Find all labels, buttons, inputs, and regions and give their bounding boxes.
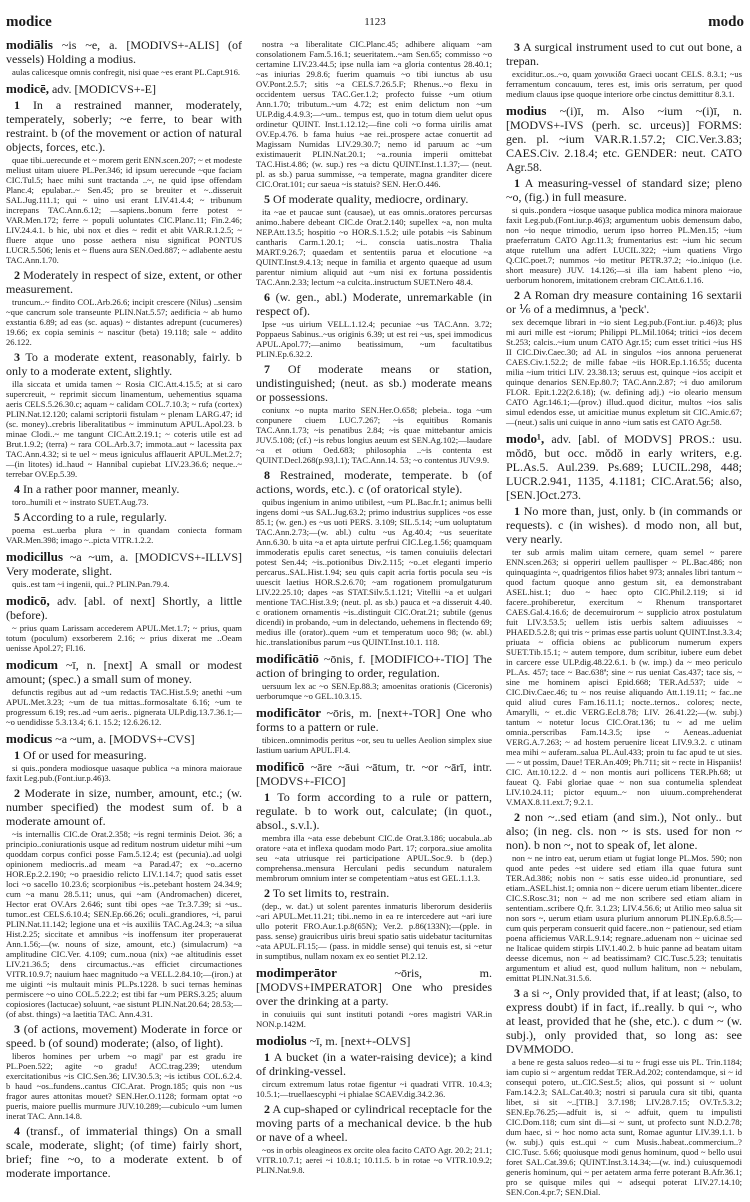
- sense-text: (transf., of immaterial things) On a small scale, moderate, slight; (of time) fairly short, brief; fine ~o, to a moderate extent. b of moderate importance.: [6, 1124, 242, 1180]
- sense-definition: [6, 748, 242, 762]
- entry-head: [256, 1034, 492, 1048]
- sense-text: A cup-shaped or cylindrical receptacle for the moving parts of a mechanical device. b the hub or nave of a wheel.: [256, 1102, 492, 1144]
- sense-number: 4: [14, 482, 20, 496]
- citation-block: illa siccata et umida tamen ~ Rosia CIC.Att.4.15.5; at si caro supercreuit, ~ reprimit siccum linamentum, uehementius squama aeris CELS.5.26.30.c; aquam ~ calidam COL.7.10.3; ~ rufa (cortex) PLIN.Nat.12.120; calami scriptorii fistulam ~ plenam LARG.47; id (sc. money)..crebris liberalitatibus ~ imminutum APUL.Apol.23. b minae Clodi..~ me tangunt CIC.Att.2.19.1; ~ coteris utile est ad Brut.1.9.2; (terra) ~ rara COL.Arb.3.7; immota..aut ~ lacessita pax TAC.Ann.4.32; si te uel ~ meus igniculus afflauerit APUL.Met.2.7;—(in litotes) id..haud ~ Hannibal cupiebat LIV.23.36.6; neque..~ terrebar OV.Ep.5.39.: [6, 379, 242, 479]
- citation-block: uersuum lex ac ~o SEN.Ep.88.3; amoenitas orationis (Ciceronis) uerborumque ~o GEL.10.3.15.: [256, 681, 492, 701]
- headword: modo¹,: [506, 431, 545, 446]
- entry-head: [256, 966, 492, 1008]
- sense-text: (of actions, movement) Moderate in force or speed. b (of sound) moderate; (also, of light).: [6, 1022, 243, 1050]
- sense-text: To set limits to, restrain.: [272, 886, 390, 900]
- sense-number: 3: [14, 1022, 20, 1036]
- citation-block: si quis..pondera modiosque uasaque publica ~a minora maioraue faxit Leg.pub.(Font.iur.p.46)3.: [6, 763, 242, 783]
- sense-definition: [6, 510, 242, 524]
- citation-block: coniunx ~o nupta marito SEN.Her.O.658; plebeia.. toga ~um conpunere ciuem LUC.7.267; ~is equitibus Romanis TAC.Ann.1.73; ~is penatibus 2.84; ~is quae mittebantur amicis JUV.5.108; (cf.) ~is rebus longius aeuum est SEN.Ag.102;—laudare ~a et otium Oed.683; philosophia ..~is contenta est QUINT.Decl.268(p.93,l.1); TAC.Ann.14. 53; ~o contentus JUV.9.9.: [256, 405, 492, 465]
- sense-text: Moderately in respect of size, extent, or other measurement.: [6, 268, 242, 296]
- sense-text: In a restrained manner, moderately, temperately, soberly; ~e ferre, to bear with restraint. b (of the movement or action of natural objects, forces, etc.).: [6, 98, 242, 154]
- sense-number: 3: [514, 986, 520, 1000]
- entry-definition-head: ~a ~um, a. [MODICVS+-ILLVS] Very moderate, slight.: [6, 550, 243, 578]
- dictionary-entry: [6, 550, 242, 589]
- citation-block: ~is internallis CIC.de Orat.2.358; ~is regni terminis Deiot. 36; a principio..coniurationis usque ad reditum nostrum uidetur mihi ~um quoddam corpus confici posse Fam.5.12.4; est (pecunia)..ad uolgi opinionem mediocris..ad meam ~a Parad.47; ex ~o..acerno HOR.Ep.2.2.190; ~o praesidio relicto LIV.1.14.7; quod satis esset loci ~o sacello 10.23.6; scorpionibus ~is..petebant hostem 24.34.9; cum ~a manu 28.5.11; unus, qui ~am (Andromachen) diceret, Hector erat OV.Ars 2.646; sunt tibi opes ~ae Tr.3.7.39; si ~us.. tumor..est CELS.6.10.4; SEN.Ep.66.26; oculi..grandiores, ~i, parui PLIN.Nat.11.142; legione una et ~is auxiliis TAC.Ag.24.3; ~a silua Hist.2.25; siccitate et amnibus ~is inoffensum iter properauerat Ann.1.56;—(w. nouns of size, amount, etc.) (simulacrum) ~a amplitudine CIC.Ver. 4.109; cum..noua (nix) ~ae altitudinis esset LIV.21.36.5; dens circumactus..~as efficiet circumactiones VITR.10.9.7; nauium haec magnitudo ~a VELL.2.84.10;—(iron.) at me uiginti ~is multauit minis PL.Ps.1228. b suci ternas heminas permiscere ~o uino COL.5.22.2; est tibi far ~um PERS.3.25; aluum copiosiores (lactucae) soluunt, ~ae sistunt PLIN.Nat.20.64; 28.53;—(of abst. things) ~a laetitia TAC. Ann.4.31.: [6, 829, 242, 1019]
- citation-block: si quis..pondera ~iosque uasaque publica modica minora maioraue faxit Leg.pub.(Font.iur.p.46)3; argumentum uobis demensum dabo, non ~io neque trimodio, uerum ipso horreo PL.Men.15; ~ium praeferratum CATO Agr.11.3; frumentarius est: ~ium hic secum atque rutellum una adfert LUCIL.322; ~ium quatiens Virgo Q.CIC.poet.7; nummos ~io metitur PETR.37.2; ~io..iniquo (i.e. short measure) JUV. 14.126;—si illa iam habent pleno ~io, uerborum honorem, imitationem crebram CIC.Att.6.1.16.: [506, 205, 742, 285]
- sense-definition: [256, 886, 492, 900]
- sense-definition: [6, 1022, 242, 1050]
- sense-definition: [6, 350, 242, 378]
- sense-definition: [256, 1102, 492, 1144]
- sense-definition: [256, 192, 492, 206]
- dictionary-entry: [256, 1034, 492, 1175]
- citation-block: tibicen..omnimodis peritus ~or, seu tu uelles Aeolion simplex siue Iastium uarium APUL.Fl.4.: [256, 735, 492, 755]
- sense-number: 2: [514, 288, 520, 302]
- sense-definition: [256, 1050, 492, 1078]
- sense-number: 4: [14, 1124, 20, 1138]
- sense-definition: [6, 268, 242, 296]
- entry-definition-head: ~ōris, m. [next+-TOR] One who forms to a pattern or rule.: [256, 706, 492, 734]
- sense-number: 2: [264, 886, 270, 900]
- sense-text: To a moderate extent, reasonably, fairly. b only to a moderate extent, slightly.: [6, 350, 242, 378]
- entry-head: [506, 104, 742, 174]
- citation-block: quibus ingenium in animo utibilest, ~um PL.Bac.fr.1; animus belli ingens domi ~us SAL.Jug.63.2; primo industrius supplices ~os esse 85.1; (w. gen.) es ~us uoti PERS. 3.109; SIL.5.14; ~um uoluptatum TAC.Ann.2.73;—(w. abl.) cultu ~us Ag.40.4; ~us seueritate Ann.6.30. b uita ~a et apta uirtute perfrui CIC.Leg.1.56; quamquam immoderatis epulis caret senectus, ~is tamen conuiuiis delectari potest Sen.44; ~is..potionibus Div.2.115; ~o..et eleganti imperio percarus..SAL.Hist.1.94; seu quis capit acria fortis pocula seu ~is uuescit laetius HOR.S.2.6.70; ~am rogationem promulgaturum LIV.22.25.10; dapes ~as STAT.Silv.5.1.121; Vitellii ~a et uulgari mentione TAC.Hist.3.9; (neut. pl. as sb.) pauca et ~a disseruit 4.40. c orationem ornamentis ~is..distinguit CIC.Orat.21; subtile (genus dicendi) in probando, ~um in delectando, uehemens in flectendo 69; medius ille (orator)..quem ~um et temperatum uoco 98; (w. abl.) hic..translationibus parum ~us QUINT.Inst.10.1. 118.: [256, 497, 492, 647]
- sense-number: 1: [264, 790, 270, 804]
- dictionary-entry: [6, 594, 242, 653]
- dictionary-columns: [6, 37, 744, 1197]
- sense-number: 2: [264, 1102, 270, 1116]
- dictionary-entry: [256, 652, 492, 701]
- column-3: [506, 38, 742, 1202]
- citation-block: quae tibi..uerecunde et ~ morem gerit ENN.scen.207; ~ et modeste meliust uitam uiuere PL.Per.346; id ipsum uerecunde ~que faciam CIC.Tul.5; haec mihi sunt tractanda ..~, ne quid ipse offendam Planc.4; epulabar..~ Sen.45; pro se breuiter et ~..disseruit SAL.Jug.111.1; qui ~ uino usi erant LIV.41.4.4; ~ tribunum increpans TAC.Ann.6.12; —sapiens..bonum ferre potest ~ VAR.Men.172; ferre ~ populi uoluntates CIC.Planc.11; Fin.2.46; LIV.24.4.1. b hic, ubi nox et dies ~ redit et abit VAR.R.1.2.5; ~ fluere atque uno posse aethera nisu significat PONTUS LUCR.5.506; lenis et ~ fluens aura SEN.Oed.887; ~ adlabente aestu TAC.Ann.1.70.: [6, 155, 242, 265]
- entry-definition-head: ~āre ~āui ~ātum, tr. ~or ~ārī, intr. [MODVS+-FICO]: [256, 760, 492, 788]
- dictionary-entry: [6, 38, 242, 77]
- entry-head: [256, 760, 492, 788]
- headword: modicō,: [6, 593, 50, 608]
- headword: modicē,: [6, 81, 49, 96]
- sense-number: 6: [264, 290, 270, 304]
- entry-definition-head: ~is ~e, a. [MODIVS+-ALIS] (of vessels) Holding a modius.: [6, 38, 242, 66]
- sense-definition: [256, 468, 492, 496]
- entry-definition-head: ~ōnis, f. [MODIFICO+-TIO] The action of bringing to order, regulation.: [256, 652, 492, 680]
- citation-block: toro..humili et ~ instrato SUET.Aug.73.: [12, 497, 149, 507]
- entry-definition-head: adv. [abl. of MODVS] PROS.: usu. mŏdō, but occ. mŏdŏ in early writers, e.g. PL.As.5. Aul.239. Ps.689; LUCIL.298, 448; LUCR.2.941, 1135, 4.1181; CIC.Arat.56; also, [SEN.]Oct.273.: [506, 432, 742, 502]
- citation-block: (dep., w. dat.) ut solent parentes inmaturis liberorum desideriis ~ari APUL.Met.11.21; tibi..nemo in ea re intercedere aut ~ari iure ullo poterit FRO.Aur.1.p.8(65N); Ver.2. p.86(133N);—(pple. in pass. sense) grauicribus uiris breui spatio satis uidebatur taciturnitas ~ata APUL.Fl.15;— (pass. in middle sense) qui tenuis est, si ~etur in sumptibus, nullam noxam ex eo sentiet Pl.2.12.: [256, 901, 492, 961]
- sense-number: 3: [514, 40, 520, 54]
- headword: modius: [506, 103, 547, 118]
- citation-block: liberos homines per urbem ~o magi' par est gradu ire PL.Poen.522; agite ~o gradu! ACC.trag.239; utendum exercitationibus ~is CIC.Sen.36; LIV.30.5.3; ~is ictibus COL.6.2.4. b haud ~os..fundens..cantus CIC.Arat. Progn.185; quis non ~us fragor aures attonitas mouet? SEN.Her.O.1128; formam optat ~o pueris, maiore puellis murmure JUV.10.289;—cubiculo ~um lumen inerat TAC. Ann.14.8.: [6, 1051, 242, 1121]
- citation-block: non ~ ne intro eat, uerum etiam ut fugiat longe PL.Mos. 590; non quod ante pedes ~st uidere sed etiam illa quae futura sunt TER.Ad.386; nobis non ~ satis esse uideo..id pronuntiare, sed etiam..ASEL.hist.1; omnia non ~ dicere uerum etiam libenter..dicere CIC.S.Rosc.31; non ~ ad me non scribere sed etiam aliam in sententiam..scribere Q.fr. 3.1.23; LIV.4.56.6; ut Atilio meo salua sit non sors ~, uerum etiam usura plurium annorum PLIN.Ep.6.8.5;—cum quis perperam consuerit quid facere..non ~ patienour, sed etiam poena afficiemus VAR.L.9.14; regnare..aduenam non ~ uicinae sed ne Italicae quidem stirpis LIV.1.40.2. b huic panne ad beatam uitam deesse dicemus, non ~ ad beatissimam? CIC.Tusc.5.23; tenuitatis argumentum et aliud est, quod nullum halitum, non ~ nebulam, emittat PLIN.Nat.31.5.6.: [506, 853, 742, 983]
- sense-number: 1: [264, 1050, 270, 1064]
- sense-number: 5: [14, 510, 20, 524]
- sense-definition: [506, 986, 742, 1056]
- entry-definition-head: adv. [abl. of next] Shortly, a little (before).: [6, 594, 242, 622]
- entry-definition-head: ~ī, m. [next+-OLVS]: [309, 1034, 411, 1048]
- entry-head: [506, 432, 742, 502]
- sense-text: To form according to a rule or pattern, regulate. b to work out, calculate; (in quot., absol., s.v.l.).: [256, 790, 492, 832]
- sense-definition: [506, 176, 742, 204]
- sense-text: a si ~, Only provided that, if at least; (also, to express doubt) if in fact, if..really. b qui ~, who at least, provided that he (she, etc.). c dum ~ (w. subj.), only provided that, so long as: see DVMMODO.: [506, 986, 742, 1056]
- sense-number: 2: [514, 810, 520, 824]
- entry-definition-head: ~a ~um, a. [MODVS+-CVS]: [55, 732, 195, 746]
- sense-number: 8: [264, 468, 270, 482]
- column-2: [256, 38, 492, 1180]
- sense-definition: [506, 40, 742, 68]
- sense-text: Restrained, moderate, temperate. b (of actions, words, etc.). c (of oratorical style).: [256, 468, 492, 496]
- sense-text: A bucket (in a water-raising device); a kind of drinking-vessel.: [256, 1050, 492, 1078]
- dictionary-entry: [256, 966, 492, 1029]
- sense-text: A measuring-vessel of standard size; pleno ~o, (fig.) in full measure.: [506, 176, 742, 204]
- right-guide-word: modo: [708, 14, 744, 30]
- sense-definition: [256, 362, 492, 404]
- entry-head: [6, 550, 242, 578]
- citation-block: quis..est tam ~i ingenii, qui..? PLIN.Pan.79.4.: [12, 579, 170, 589]
- citation-block: ~ prius quam Larissam accederem APUL.Met.1.7; ~ prius, quam totum (poculum) exsorberem 2.16; ~ prius dixerat me ..Oeam uenisse Apol.27; Fl.16.: [6, 623, 242, 653]
- sense-definition: [506, 504, 742, 546]
- sense-definition: [256, 790, 492, 832]
- sense-text: According to a rule, regularly.: [22, 510, 167, 524]
- dictionary-entry: [6, 732, 242, 1180]
- citation-block: ~os in orbis oleagineos ex orcite olea facito CATO Agr. 20.2; 21.1; VITR.10.7.1; aerei ~i 10.8.1; 10.11.5. b in rotae ~o VITR.10.9.2; PLIN.Nat.9.8.: [256, 1145, 492, 1175]
- citation-block: in conuiuiis qui sunt instituti potandi ~ores magistri VAR.in NON.p.142M.: [256, 1009, 492, 1029]
- citation-block: ita ~ae et paucae sunt (causae), ut eas omnis..oratores percursas animo..habere debeant CIC.de Orat.2.140; supellex ~a, non multa NEP.Att.13.5; hospitio ~o HOR.S.1.5.2; uile potabis ~is Sabinum cantharis Carm.1.20.1; ~i.. conscia uatis..nostra Thalia MART.9.26.7; quaedam et sententiis parua et elocutione ~a QUINT.Inst.9.4.13; neque in familia et argento quaeque ad usum parentur nimium aliquid aut ~um nisi ex fortuna possidentis TAC.Ann.2.33; lectum ~a culcita..instructum SUET.Nero 48.4.: [256, 207, 492, 287]
- sense-number: 3: [14, 350, 20, 364]
- sense-number: 7: [264, 362, 270, 376]
- dictionary-entry: [256, 760, 492, 961]
- citation-block: truncum..~ findito COL.Arb.26.6; incipit crescere (Nilus) ..sensim ~que cancrum sole transeunte PLIN.Nat.5.57; aedificia ~ ab humo exstantia 6.89; ad eas (sc. aquas) ~ distantes adrepunt (cucumeres) 19.66; ex copia seminis ~ nascitur (beta) 19.118; sale ~ addito 26.122.: [6, 297, 242, 347]
- citation-block: ter sub armis malim uitam cernere, quam semel ~ parere ENN.scen.263; si opperiri uellem paullisper ~ PL.Bac.486; non quinquaginta ~, quadrigentos filios habet 973; annales libri tantum ~ quod factum quoque anno gestum sit, ea demonstrabant ASEL.hist.1; duo ~ haec opto CIC.Phil.2.119; si id facere..prohiberetur, exercitum ~ Rhenum transportaret CAES.Gal.4.16.6; de decemuirorum ~ supplicio atrox postulatum fuit LIV.3.53.5; uellem istis uerbis saltem adiuuisses ~ PHAED.5.2.8; qui tris ~ primas esse partis uolunt QUINT.Inst.3.3.4; priuata ~ officia obiens ac publicorum numerum expers SUET.Tib.15.1; ~ autem tempore, dum scribitur, iubere eum debet in carcere esse ULP.dig.48.22.6.1. b (w. imp.) da ~ meo periculo PL.As. 457; tace ~ Bac.638ª; sine ~ rus ueniat Cas.437; tace sis, ~ sine me hominem apisci Epid.668; TER.Ad.537; uide ~ CIC.Div.Caec.46; tu ~ nos reuise aliquando Att.1.19.11; ~ fac..ne quid aliud cures Fam.16.11.1; nocte..ternos.. colores; necte, Amarylli, ~ et..dic VERG.Ecl.8.78; LIV. 26.41.22;—(w. subj.) tantum ~ notetur locus CIC.Orat.136; tu ~ ad me uelim omnia..perscribas Fam.14.3.5; ipse ~ Aeneas..adueniat VERG.A.7.263; ~ ad hostem peruenire liceat LIV.9.3.2. c utinam mea mihi ~ auferam..salua PL.Aul.433; proin tu fac apud te ut sies.— ~ ut possim, Daue! TER.An.409; Ph.711; sit ~ recte in Hispaniis! CIC. Att.10.12.2. d ~ non montis auri pollicens TER.Ph.68; ut faueat Q. Fabi gloriae quae ~ non sua contumelia splendeat LIV.10.24.11; pictor equum..~ non uiuum..comprehenderat V.MAX.8.11.ext.7; 9.2.1.: [506, 547, 742, 807]
- citation-block: poema est..uerba plura ~ in quandam coniecta formam VAR.Men.398; imago ~..picta VITR.1.2.2.: [6, 525, 242, 545]
- entry-head: [6, 658, 242, 686]
- sense-definition: [256, 290, 492, 318]
- sense-text: Of or used for measuring.: [23, 748, 147, 762]
- citation-block: Ipse ~us uirium VELL.1.12.4; pecuniae ~us TAC.Ann. 3.72; Poppaeus Sabinus..~us originis 6.39; ut est rei ~us, spei immodicus APUL.Apol.77;—animo beatissimum, ~um facultatibus PLIN.Ep.6.32.2.: [256, 319, 492, 359]
- dictionary-entry: [506, 40, 742, 99]
- entry-head: [256, 706, 492, 734]
- sense-number: 2: [14, 786, 20, 800]
- citation-block: aulas calicesque omnis confregit, nisi quae ~es erant PL.Capt.916.: [12, 67, 241, 77]
- left-guide-word: modice: [6, 14, 52, 30]
- sense-number: 1: [514, 176, 520, 190]
- dictionary-entry: [256, 706, 492, 755]
- headword: modimperātor: [256, 965, 337, 980]
- entry-head: [256, 652, 492, 680]
- citation-block: sex decemque librari in ~io sient Leg.pub.(Font.iur. p.46)3; plus mi auri mille est ~iorum; Philippi PL.Mil.1064; tritici ~ios decem St.253; calcis..~ium unum CATO Agr.15; cum esset tritici ~ius HS II CIC.Div.Caec.30; ad AL in singulos ~ios annona peruenerat CAES.Civ.1.52.2; de mille fabae ~iis HOR.Ep.1.16.55; ducenta milia ~ium tritici LIV. 23.38.13; seruus est, quinque ~ios accipit et quinque denarios SEN.Ep.80.7; TAC.Ann.2.87; ~i duo amilorum FLOR. Epit.1.22(2.6.18); (w. defining adj.) ~io oleario mensum CATO Agr.146.1;—(prov.) illud..quod dicitur, multos ~ios salis simul edendos esse, ut amicitiae munus expletum sit CIC.Amic.67;—(neut.) salis uni cuique in anno ~ium satis est CATO Agr.58.: [506, 317, 742, 427]
- dictionary-entry: [256, 39, 492, 647]
- entry-definition-head: ~ōris, m. [MODVS+IMPERATOR] One who presides over the drinking at a party.: [256, 966, 493, 1008]
- sense-number: 5: [264, 192, 270, 206]
- sense-text: Moderate in size, number, amount, etc.; (w. number specified) the modest sum of. b a moderate amount of.: [6, 786, 243, 828]
- sense-definition: [6, 98, 242, 154]
- column-1: [6, 38, 242, 1185]
- sense-text: Of moderate quality, mediocre, ordinary.: [273, 192, 469, 206]
- sense-text: No more than, just, only. b (in commands or requests). c (in wishes). d modo non, all but, very nearly.: [506, 504, 742, 546]
- dictionary-entry: [6, 658, 242, 727]
- sense-text: (w. gen., abl.) Moderate, unremarkable (in respect of).: [256, 290, 493, 318]
- headword: modificātor: [256, 705, 321, 720]
- headword: modicillus: [6, 549, 64, 564]
- sense-text: A surgical instrument used to cut out bone, a trepan.: [506, 40, 743, 68]
- headword: modicus: [6, 731, 53, 746]
- entry-definition-head: adv. [MODICVS+-E]: [51, 82, 156, 96]
- sense-text: Of moderate means or station, undistinguished; (neut. as sb.) moderate means or possessions.: [256, 362, 492, 404]
- sense-number: 1: [514, 504, 520, 518]
- running-header: [6, 14, 744, 36]
- headword: modificātiō: [256, 651, 319, 666]
- entry-head: [6, 732, 242, 746]
- dictionary-entry: [6, 82, 242, 545]
- dictionary-entry: [506, 104, 742, 427]
- headword: modiolus: [256, 1033, 307, 1048]
- entry-head: [6, 594, 242, 622]
- citation-block: defunctis regibus aut ad ~um redactis TAC.Hist.5.9; anethi ~um APUL.Met.3.23; ~um de tua mittas..formosaltate 6.16; ~um te progressum 6.19; res..ad ~um aeris.. pignerata ULP.dig.13.7.36.1;—~o uendidisse 5.3.13.4; 6.1. 15.2; 12.6.26.12.: [6, 687, 242, 727]
- citation-block: a bene re gesta saluos redeo—si tu ~ frugi esse uis PL. Trin.1184; iam cupio si ~ argentum reddat TER.Ad.202; contendamque, si ~ id consequi potero, ut..CIC.Sest.5; alios, qui possunt si ~ uolunt Fam.14.2.3; SAL.Cat.40.3; nostri si paruula cura sit tibi, quanta libet, si sit ~..[TIB.] 3.7.198; LIV.28.7.15; OV.Tr.5.3.2; SEN.Ep.76.25;—adfuit is, si ~ adfuit, quem tu impulisti CIC.Dom.118; cum sint di—si ~ sunt, ut profecto sunt N.D.2.78; dum haec, si ~ hoc nomo acta sunt, Romae aguntur LIV.39.1.1. b (w. subj.) quis est..qui ~ cum Musis..habeat..commercium..? CIC.Tusc. 5.66; quoiusque modi genus hominum, quod ~ bello usui foret SAL.Cat.39.6; QUINT.Inst.3.14.34;—(w. ind.) cuiusquemodi generis hominum, qui ~ per aetatem arma ferre poterant B.Afr.36.1; pro se quisque miles qui ~ adsequi poterat LIV.27.14.10; SEN.Con.4.pr.7; SEN.Dial.: [506, 1057, 742, 1197]
- page-number: 1123: [364, 16, 386, 28]
- sense-text: In a rather poor manner, meanly.: [23, 482, 180, 496]
- sense-number: 2: [14, 268, 20, 282]
- sense-definition: [506, 810, 742, 852]
- sense-text: non ~..sed etiam (and sim.), Not only.. but also; (in neg. cls. non ~ is sts. used for non ~ non). b non ~, not to speak of, let alone.: [506, 810, 743, 852]
- sense-number: 1: [14, 748, 20, 762]
- citation-block: nostra ~a liberalitate CIC.Planc.45; adhibere aliquam ~am consolationem Fam.5.16.1; seueritatem..~am Sen.65; commisso ~o certamine LIV.23.44.5; ipse nulla iam ~a gloria contentus 28.40.1; ~as iniurias 29.8.6; fuerim quamuis ~o tibi iunctus ab usu OV.Pont.2.5.7; sitis ~a CELS.7.26.5.F; Rhenus..~o flexu in occidentem uersus TAC.Ger.1.2; profecto fuisse ~um otium Ann.1.70; tributum..~um 4.72; est enim delictum non ~um ULP.dig.4.4.9.3;—~um.. tempus est, quo in totum diem uelut opus ordinetur QUINT. Inst.1.12.12;—fine coli ~o forma uirilis amat OV.Ep.4.76. b fama huius ~ae rei..prospere actae conuertit ad Magissam Numidas LIV.29.30.7; nemo id paruum ac ~um existimauerit PLIN.Nat.20.1; ~a..rounia imperii omittebat TAC.Hist.4.86; (w. sup.) res ~a dictu QUINT.Inst.1.1.37;— (neut. pl. as sb.) parua summisse, ~a temperate, magna granditer dicere CIC.Orat.101; cur saeua ~is statuis? SEN. Her.O.446.: [256, 39, 492, 189]
- entry-definition-head: ~ī, n. [next] A small or modest amount; (spec.) a small sum of money.: [6, 658, 243, 686]
- sense-definition: [6, 482, 242, 496]
- sense-number: 1: [14, 98, 20, 112]
- headword: modicum: [6, 657, 58, 672]
- sense-definition: [6, 786, 242, 828]
- citation-block: exciditur..os..~o, quam χοινικίδα Graeci uocant CELS. 8.3.1; ~us ferramentum concauum, teres est, imis oris serratum, per quod medium clauus ipse quoque interiore orbe cinctus demittitur 8.3.1.: [506, 69, 742, 99]
- headword: modiālis: [6, 37, 53, 52]
- sense-text: A Roman dry measure containing 16 sextarii or ⅙ of a medimnus, a 'peck'.: [506, 288, 742, 316]
- citation-block: membra illa ~ata esse debebunt CIC.de Orat.3.186; uocabula..ab oratore ~ata et inflexa quodam modo Part. 17; corpora..siue amolita seu ~ata utriusque rei participatione APUL.Soc.9. b (dep.) comprehensa..mensura Herculani pedis secundum naturalem membrorum omnium inter se competentiam ~atus est GEL.1.1.3.: [256, 833, 492, 883]
- dictionary-entry: [506, 432, 742, 1197]
- headword: modificō: [256, 759, 305, 774]
- entry-definition-head: ~(i)ī, m. Also ~ium ~(i)ī, n. [MODVS+-IVS (perh. sc. urceus)] FORMS: gen. pl. ~ium VAR.R.1.57.2; CIC.Ver.3.83; CAES.Civ. 2.18.4; etc. GENDER: neut. CATO Agr.58.: [506, 104, 742, 174]
- entry-head: [6, 38, 242, 66]
- sense-definition: [6, 1124, 242, 1180]
- citation-block: circum extremum latus rotae figentur ~i quadrati VITR. 10.4.3; 10.5.1;—truellaescyphi ~i phialae SCAEV.dig.34.2.36.: [256, 1079, 492, 1099]
- sense-definition: [506, 288, 742, 316]
- entry-head: [6, 82, 242, 96]
